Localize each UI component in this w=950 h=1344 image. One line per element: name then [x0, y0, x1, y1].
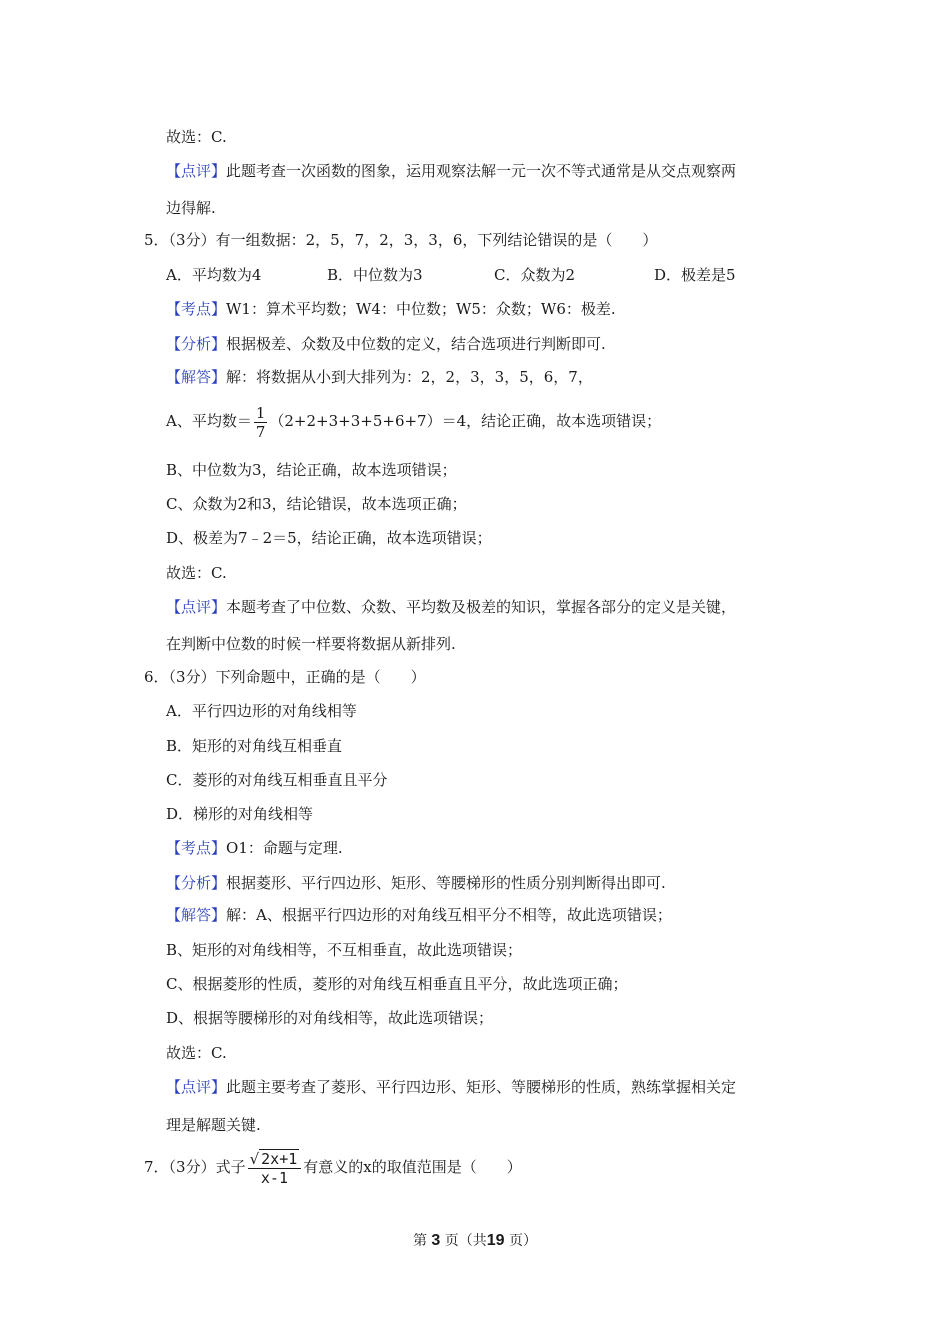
q5-option-b: B．中位数为3 [327, 266, 423, 284]
analysis-text: 根据极差、众数及中位数的定义，结合选项进行判断即可. [226, 335, 606, 353]
q5-solution-b: B、中位数为3，结论正确，故本选项错误； [166, 461, 457, 479]
q6-analysis [166, 873, 666, 893]
footer-prefix: 第 [412, 1233, 427, 1249]
q6-option-c: C．菱形的对角线互相垂直且平分 [166, 771, 388, 789]
q5-option-c: C．众数为2 [494, 266, 576, 284]
q7-radicand: 2x+1 [261, 1150, 298, 1168]
comment-text: 本题考查了中位数、众数、平均数及极差的知识，掌握各部分的定义是关键， [226, 598, 737, 616]
question-6: 6．（3分）下列命题中，正确的是（ ） [144, 668, 426, 686]
analysis-tag: 【分析】 [166, 874, 227, 892]
page-footer [0, 1230, 950, 1250]
q5-comment [166, 597, 736, 617]
q6-answer [166, 905, 672, 925]
comment-line-cont: 边得解. [166, 199, 216, 217]
knowledge-text: O1：命题与定理. [226, 839, 343, 857]
q5-answer [166, 367, 593, 387]
solution-a-prefix: A、平均数＝ [166, 412, 252, 430]
total-pages: 19 [486, 1232, 505, 1249]
comment-tag: 【点评】 [166, 598, 227, 616]
analysis-tag: 【分析】 [166, 335, 227, 353]
fraction [254, 404, 268, 441]
page-number: 3 [431, 1232, 441, 1249]
q6-solution-b: B、矩形的对角线相等，不互相垂直，故此选项错误； [166, 941, 523, 959]
footer-suffix: 页） [509, 1233, 538, 1249]
q6-solution-d: D、根据等腰梯形的对角线相等，故此选项错误； [166, 1009, 494, 1027]
q6-solution-c: C、根据菱形的性质，菱形的对角线互相垂直且平分，故此选项正确； [166, 975, 628, 993]
comment-text: 此题主要考查了菱形、平行四边形、矩形、等腰梯形的性质，熟练掌握相关定 [226, 1078, 737, 1096]
analysis-text: 根据菱形、平行四边形、矩形、等腰梯形的性质分别判断得出即可. [226, 874, 666, 892]
q5-analysis [166, 334, 606, 354]
conclusion-line: 故选：C. [166, 128, 227, 146]
q7-numerator [248, 1149, 302, 1169]
q6-conclusion: 故选：C. [166, 1044, 227, 1062]
q5-knowledge [166, 299, 616, 319]
sqrt-symbol: √ [249, 1150, 260, 1168]
knowledge-tag: 【考点】 [166, 300, 227, 318]
q5-solution-c: C、众数为2和3，结论错误，故本选项正确； [166, 495, 467, 513]
q5-conclusion: 故选：C. [166, 564, 227, 582]
q7-denominator: x-1 [260, 1169, 288, 1187]
comment-line [166, 161, 736, 181]
fraction-denominator: 7 [255, 422, 266, 441]
comment-tag: 【点评】 [166, 162, 227, 180]
answer-text: 解：A、根据平行四边形的对角线互相平分不相等，故此选项错误； [226, 906, 672, 924]
answer-tag: 【解答】 [166, 906, 227, 924]
comment-tag: 【点评】 [166, 1078, 227, 1096]
q5-comment-cont: 在判断中位数的时候一样要将数据从新排列. [166, 635, 456, 653]
footer-mid: 页（共 [444, 1233, 487, 1249]
q6-option-b: B．矩形的对角线互相垂直 [166, 737, 343, 755]
knowledge-tag: 【考点】 [166, 839, 227, 857]
solution-a-suffix: （2+2+3+3+5+6+7）＝4，结论正确，故本选项错误； [269, 412, 662, 430]
q6-comment [166, 1077, 736, 1097]
q6-comment-cont: 理是解题关键. [166, 1116, 261, 1134]
q5-option-a: A．平均数为4 [166, 266, 262, 284]
answer-tag: 【解答】 [166, 368, 227, 386]
q7-prefix: 7．（3分）式子 [144, 1158, 246, 1176]
q5-solution-d: D、极差为7﹣2＝5，结论正确，故本选项错误； [166, 529, 492, 547]
question-7 [144, 1146, 522, 1188]
fraction-numerator: 1 [255, 403, 266, 422]
answer-text: 解：将数据从小到大排列为：2，2，3，3，5，6，7， [226, 368, 593, 386]
comment-text: 此题考查一次函数的图象，运用观察法解一元一次不等式通常是从交点观察两 [226, 162, 737, 180]
q5-option-d: D．极差是5 [654, 266, 736, 284]
q7-suffix: 有意义的x的取值范围是（ ） [303, 1158, 522, 1176]
q6-knowledge [166, 838, 343, 858]
q7-fraction [248, 1149, 302, 1187]
q6-option-d: D．梯形的对角线相等 [166, 805, 314, 823]
question-5: 5．（3分）有一组数据：2，5，7，2，3，3，6，下列结论错误的是（ ） [144, 231, 658, 249]
knowledge-text: W1：算术平均数；W4：中位数；W5：众数；W6：极差. [226, 300, 616, 318]
q6-option-a: A．平行四边形的对角线相等 [166, 702, 357, 720]
q5-solution-a [166, 402, 661, 441]
